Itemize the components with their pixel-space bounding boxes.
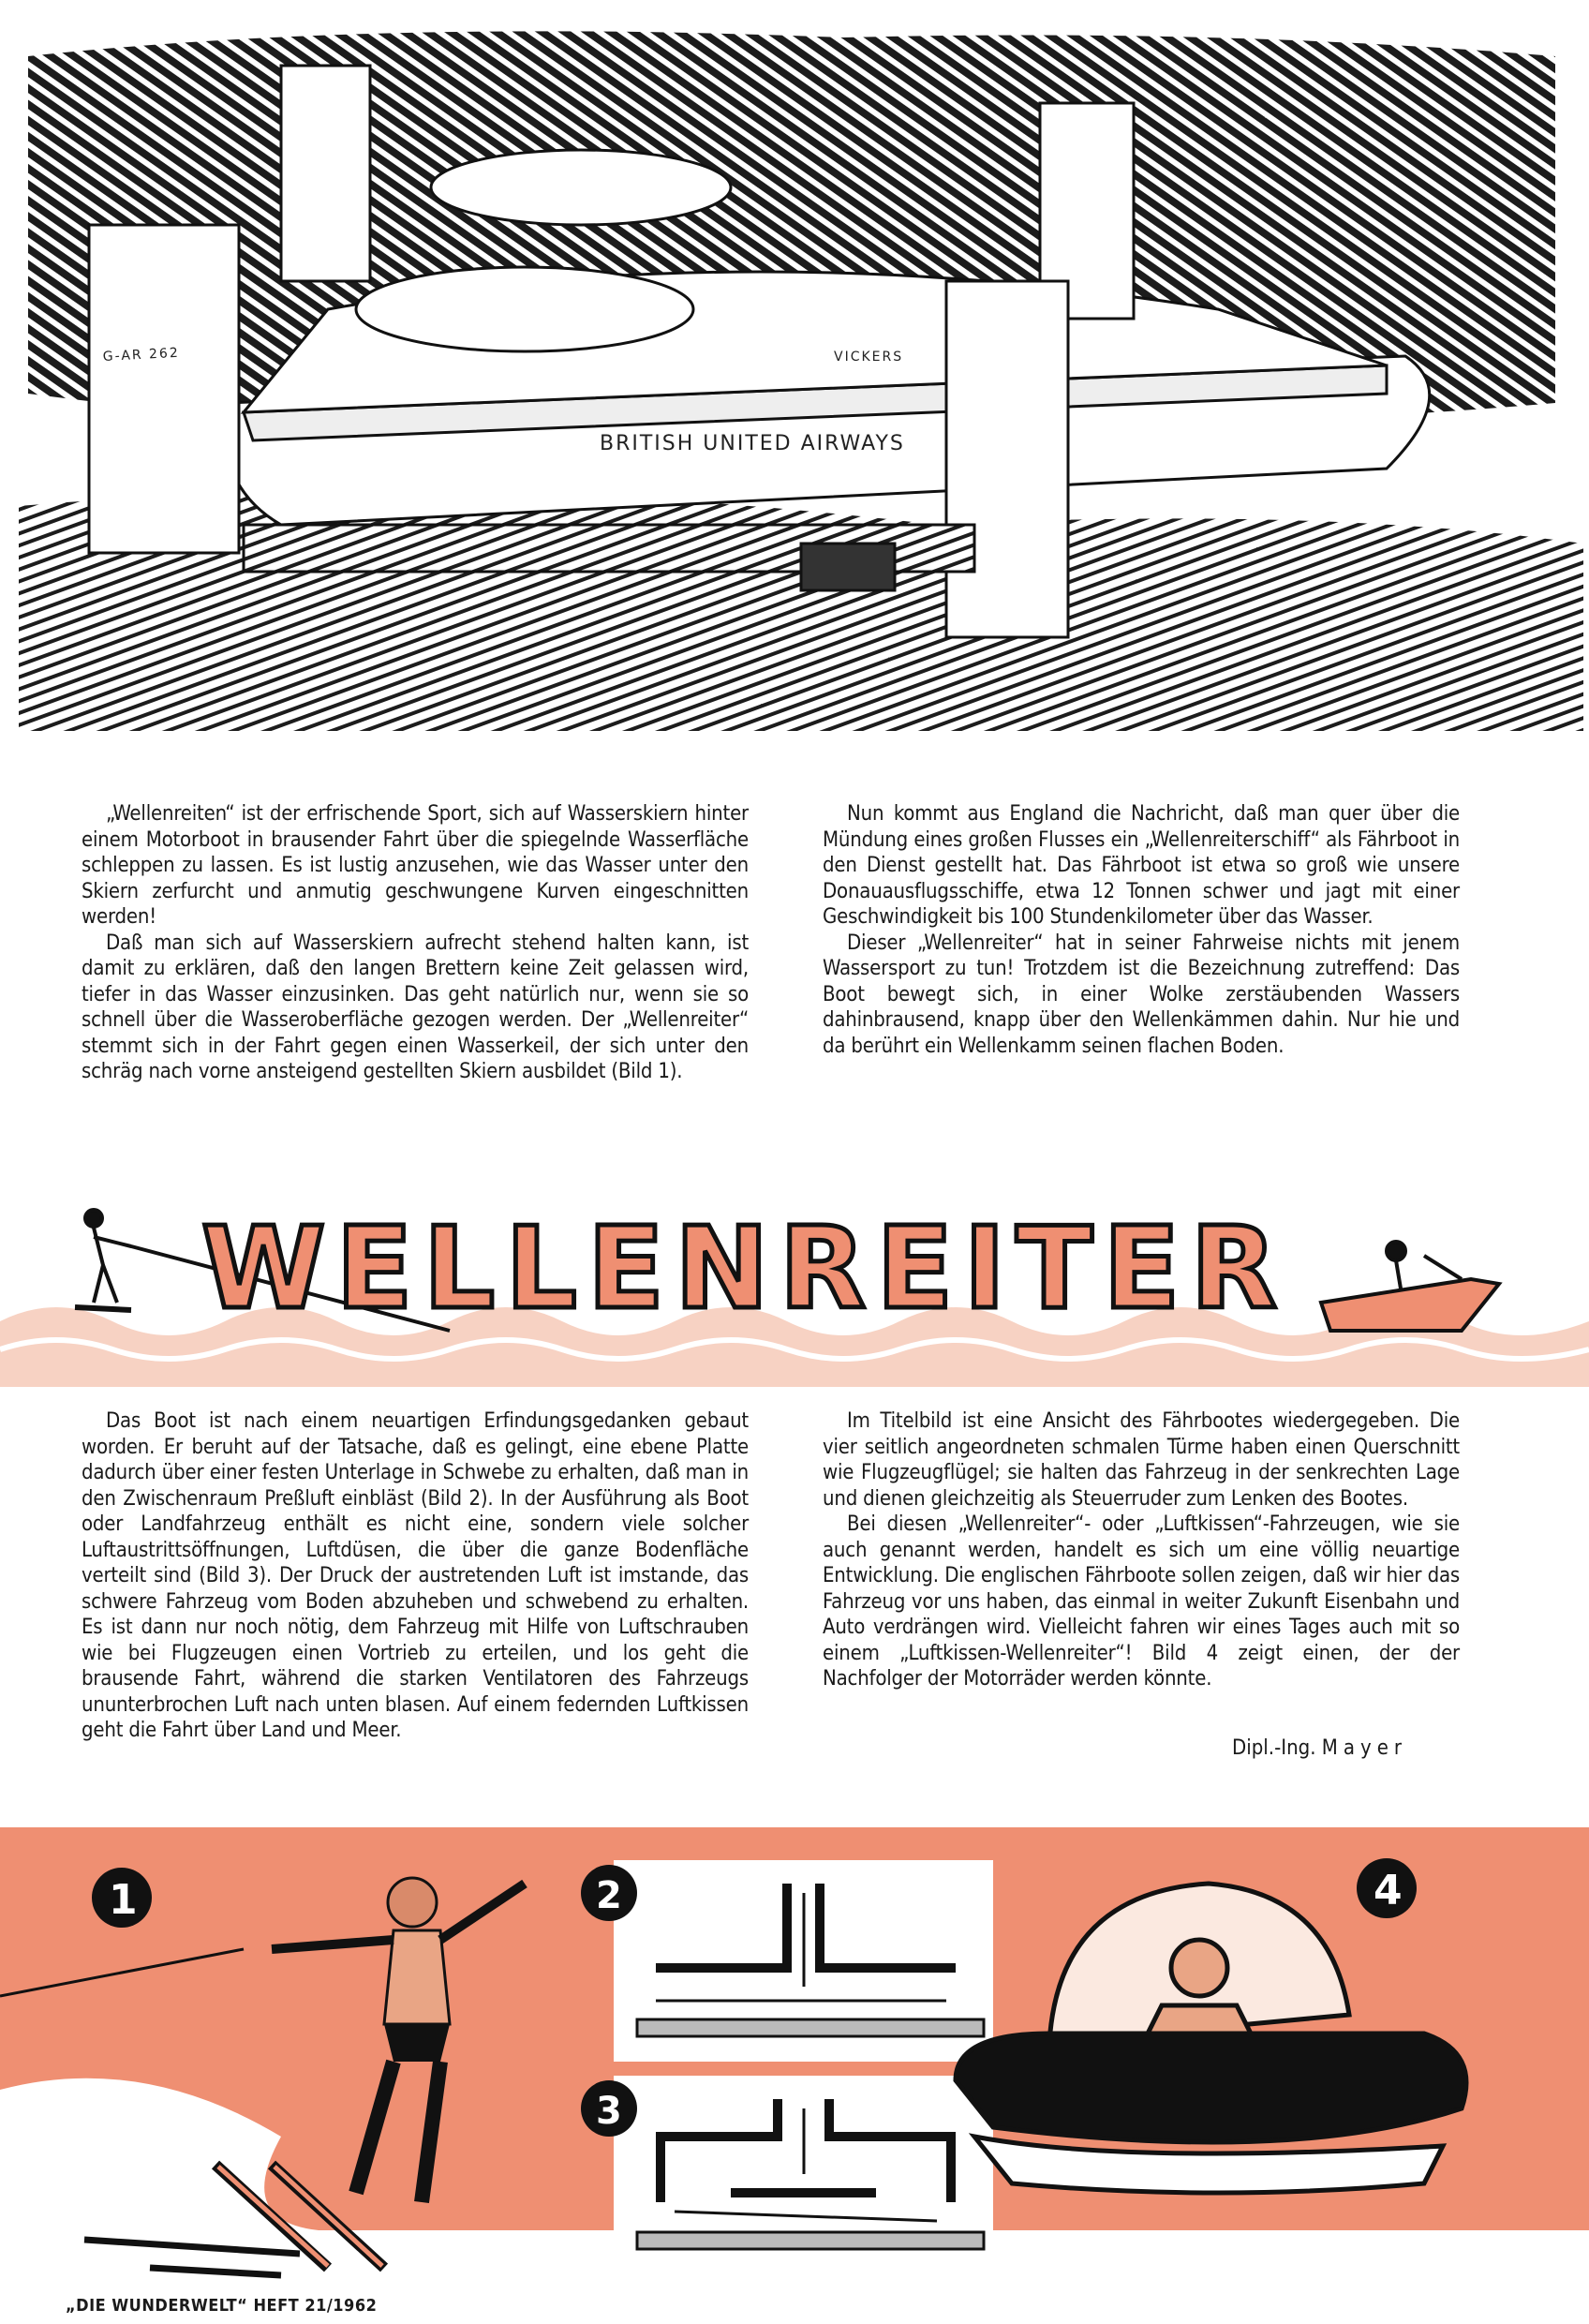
footer-publication: „DIE WUNDERWELT“ HEFT 21/1962 [66, 2296, 378, 2316]
paragraph: Das Boot ist nach einem neuartigen Erfindungsgedanken gebaut worden. Er beruht auf der Tatsache, daß es gelingt, eine ebene Platte dadurch über einer festen Unterlage in Schwebe zu erhalten, daß man in den Zwischenraum Preßluft einbläst (Bild 2). In der Ausführung als Boot oder Landfahrzeug enthält es nicht eine, sondern viele solcher Luftaustrittsöffnungen, Luftdüsen, die über die ganze Bodenfläche verteilt sind (Bild 3). Der Druck der austretenden Luft ist imstande, das schwere Fahrzeug vom Boden abzuheben und schwebend zu erhalten. Es ist dann nur noch nötig, dem Fahrzeug mit Hilfe von Luftschrauben wie bei Flugzeugen einen Vortrieb zu erteilen, und los geht die brausende Fahrt, während die starken Ventilatoren des Fahrzeugs ununterbrochen Luft nach unten blasen. Auf einem federnden Luftkissen geht die Fahrt über Land und Meer. [82, 1409, 749, 1742]
ink-stroke [84, 2240, 300, 2275]
paragraph: „Wellenreiten“ ist der erfrischende Sport, sich auf Wasserskiern hinter einem Motorboot in brausender Fahrt über die spiegelnde Wasserfläche schleppen zu lassen. Es ist lustig anzusehen, wie das Wasser unter den Skiern zerfurcht und anmutig geschwungene Kurven eingeschnitten werden! [82, 802, 749, 929]
lower-right-column [823, 1408, 1460, 1692]
hovercraft-illustration [0, 0, 1589, 740]
author-title: Dipl.-Ing. [1232, 1736, 1316, 1760]
figure-label-1: 1 [109, 1876, 138, 1924]
motorboat-icon [1321, 1242, 1499, 1331]
tower-lettering: G-AR 262 [102, 345, 181, 365]
lower-left-column [82, 1408, 749, 1744]
author-signature [1232, 1736, 1407, 1760]
figure-label-3: 3 [596, 2090, 622, 2133]
title-banner [0, 1190, 1589, 1387]
figure-2-3-diagrams [614, 1860, 993, 2263]
author-name: Mayer [1321, 1736, 1408, 1760]
hull-lettering: BRITISH UNITED AIRWAYS [600, 432, 905, 455]
paragraph: Dieser „Wellenreiter“ hat in seiner Fahrweise nichts mit jenem Wassersport zu tun! Trotzdem ist die Bezeichnung zutreffend: Das Boot bewegt sich, in einer Wolke zerstäubenden Wassers dahinbrausend, knapp über den Wellenkämmen dahin. Nur hie und da berührt ein Wellenkamm seinen flachen Boden. [823, 931, 1460, 1058]
maker-lettering: VICKERS [834, 350, 904, 365]
paragraph: Daß man sich auf Wasserskiern aufrecht stehend halten kann, ist damit zu erklären, daß den langen Brettern keine Zeit gelassen wird, tiefer in das Wasser einzusinken. Das geht natürlich nur, wenn sie so schnell über die Wasseroberfläche gezogen werden. Der „Wellenreiter“ stemmt sich in der Fahrt gegen einen Wasserkeil, der sich unter den schräg nach vorne ansteigend gestellten Skiern ausbildet (Bild 1). [82, 931, 749, 1083]
figure-label-2: 2 [596, 1874, 622, 1917]
paragraph: Nun kommt aus England die Nachricht, daß man quer über die Mündung eines großen Flusses ein „Wellenreiterschiff“ als Fährboot in den Dienst gestellt hat. Das Fährboot ist etwa so groß wie unsere Donauausflugsschiffe, etwa 12 Tonnen schwer und jagt mit einer Geschwindigkeit bis 100 Stundenkilometer über das Wasser. [823, 802, 1460, 929]
upper-left-column [82, 801, 749, 1085]
banner-title: WELLENREITER [201, 1204, 1279, 1334]
paragraph: Im Titelbild ist eine Ansicht des Fährbootes wiedergegeben. Die vier seitlich angeordneten schmalen Türme haben einen Querschnitt wie Flugzeugflügel; sie halten das Fahrzeug in der senkrechten Lage und dienen gleichzeitig als Steuerruder zum Lenken des Bootes. [823, 1409, 1460, 1511]
paragraph: Bei diesen „Wellenreiter“- oder „Luftkissen“-Fahrzeugen, wie sie auch genannt werden, handelt es sich um eine völlig neuartige Entwicklung. Die englischen Fährboote sollen zeigen, daß wir hier das Fahrzeug vor uns haben, das einmal in weiter Zukunft Eisenbahn und Auto verdrängen wird. Vielleicht fahren wir eines Tages auch mit so einem „Luftkissen-Wellenreiter“! Bild 4 zeigt einen, der der Nachfolger der Motorräder werden könnte. [823, 1512, 1460, 1691]
upper-right-column [823, 801, 1460, 1059]
figures-band [0, 1827, 1589, 2296]
figure-label-4: 4 [1374, 1867, 1403, 1914]
